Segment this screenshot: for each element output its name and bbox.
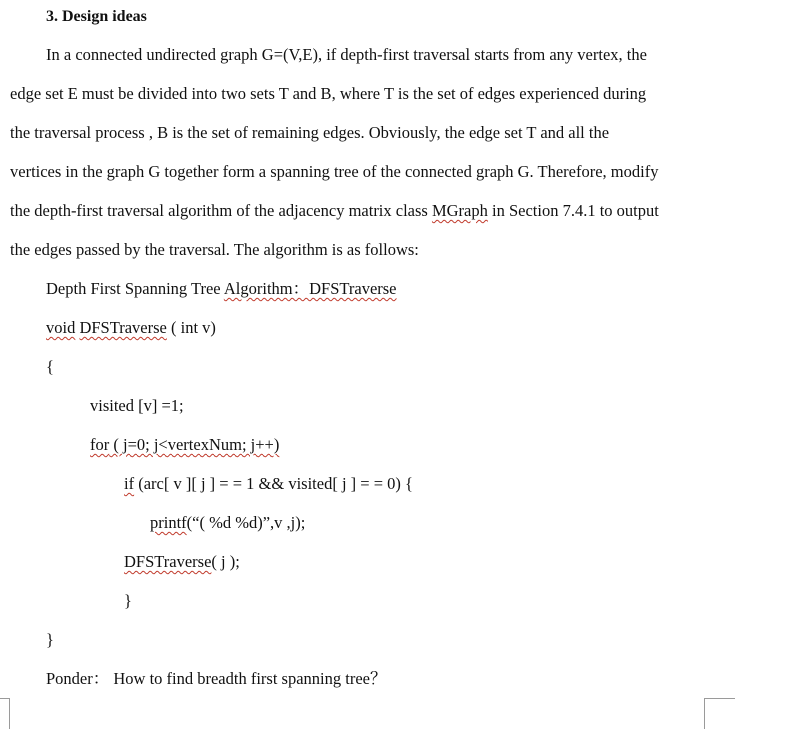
recursive-call-args: ( j ); bbox=[211, 552, 240, 571]
for-loop-header: ( j=0; j<vertexNum; j++) bbox=[109, 435, 280, 454]
function-name: DFSTraverse bbox=[79, 318, 167, 337]
code-recursive-call bbox=[124, 552, 240, 572]
class-name-mgraph: MGraph bbox=[431, 201, 488, 220]
printf-args: (“( %d %d)”,v ,j); bbox=[186, 513, 306, 532]
algorithm-title bbox=[46, 279, 397, 299]
algorithm-title-pre: Depth First Spanning Tree bbox=[46, 279, 224, 298]
code-open-brace: { bbox=[46, 357, 54, 376]
paragraph-line-3: the traversal process , B is the set of remaining edges. Obviously, the edge set T and all the bbox=[10, 123, 610, 142]
paragraph-line-5-pre: the depth-first traversal algorithm of the adjacency matrix class bbox=[10, 201, 432, 220]
paragraph-line-1: In a connected undirected graph G=(V,E), if depth-first traversal starts from any vertex, the bbox=[46, 45, 647, 64]
paragraph-line-2: edge set E must be divided into two sets T and B, where T is the set of edges experienced during bbox=[10, 84, 647, 103]
code-inner-close-brace: } bbox=[124, 591, 132, 610]
page-margin-corner-right bbox=[704, 698, 735, 729]
keyword-for: for bbox=[90, 435, 110, 454]
ponder-question: Ponder： How to find breadth first spanning tree？ bbox=[46, 669, 387, 688]
keyword-void: void bbox=[46, 318, 76, 337]
keyword-printf: printf bbox=[150, 513, 187, 532]
keyword-if: if bbox=[124, 474, 135, 493]
signature-params: ( int v) bbox=[166, 318, 216, 337]
code-printf bbox=[150, 513, 305, 533]
code-signature bbox=[46, 318, 216, 338]
code-close-brace: } bbox=[46, 630, 54, 649]
paragraph-line-4: vertices in the graph G together form a spanning tree of the connected graph G. Therefore, modify bbox=[10, 162, 659, 181]
code-visited: visited [v] =1; bbox=[90, 396, 184, 415]
section-heading: 3. Design ideas bbox=[46, 8, 147, 25]
page-margin-corner-left bbox=[0, 698, 10, 729]
paragraph-line-5 bbox=[10, 201, 659, 221]
recursive-call-name: DFSTraverse bbox=[124, 552, 212, 571]
code-if-statement bbox=[124, 474, 413, 494]
algorithm-title-name: Algorithm：DFSTraverse bbox=[223, 279, 397, 298]
if-condition: (arc[ v ][ j ] = = 1 && visited[ j ] = = 0) { bbox=[134, 474, 413, 493]
paragraph-line-6: the edges passed by the traversal. The algorithm is as follows: bbox=[10, 240, 419, 259]
code-for-loop bbox=[90, 435, 279, 455]
paragraph-line-5-post: in Section 7.4.1 to output bbox=[487, 201, 659, 220]
